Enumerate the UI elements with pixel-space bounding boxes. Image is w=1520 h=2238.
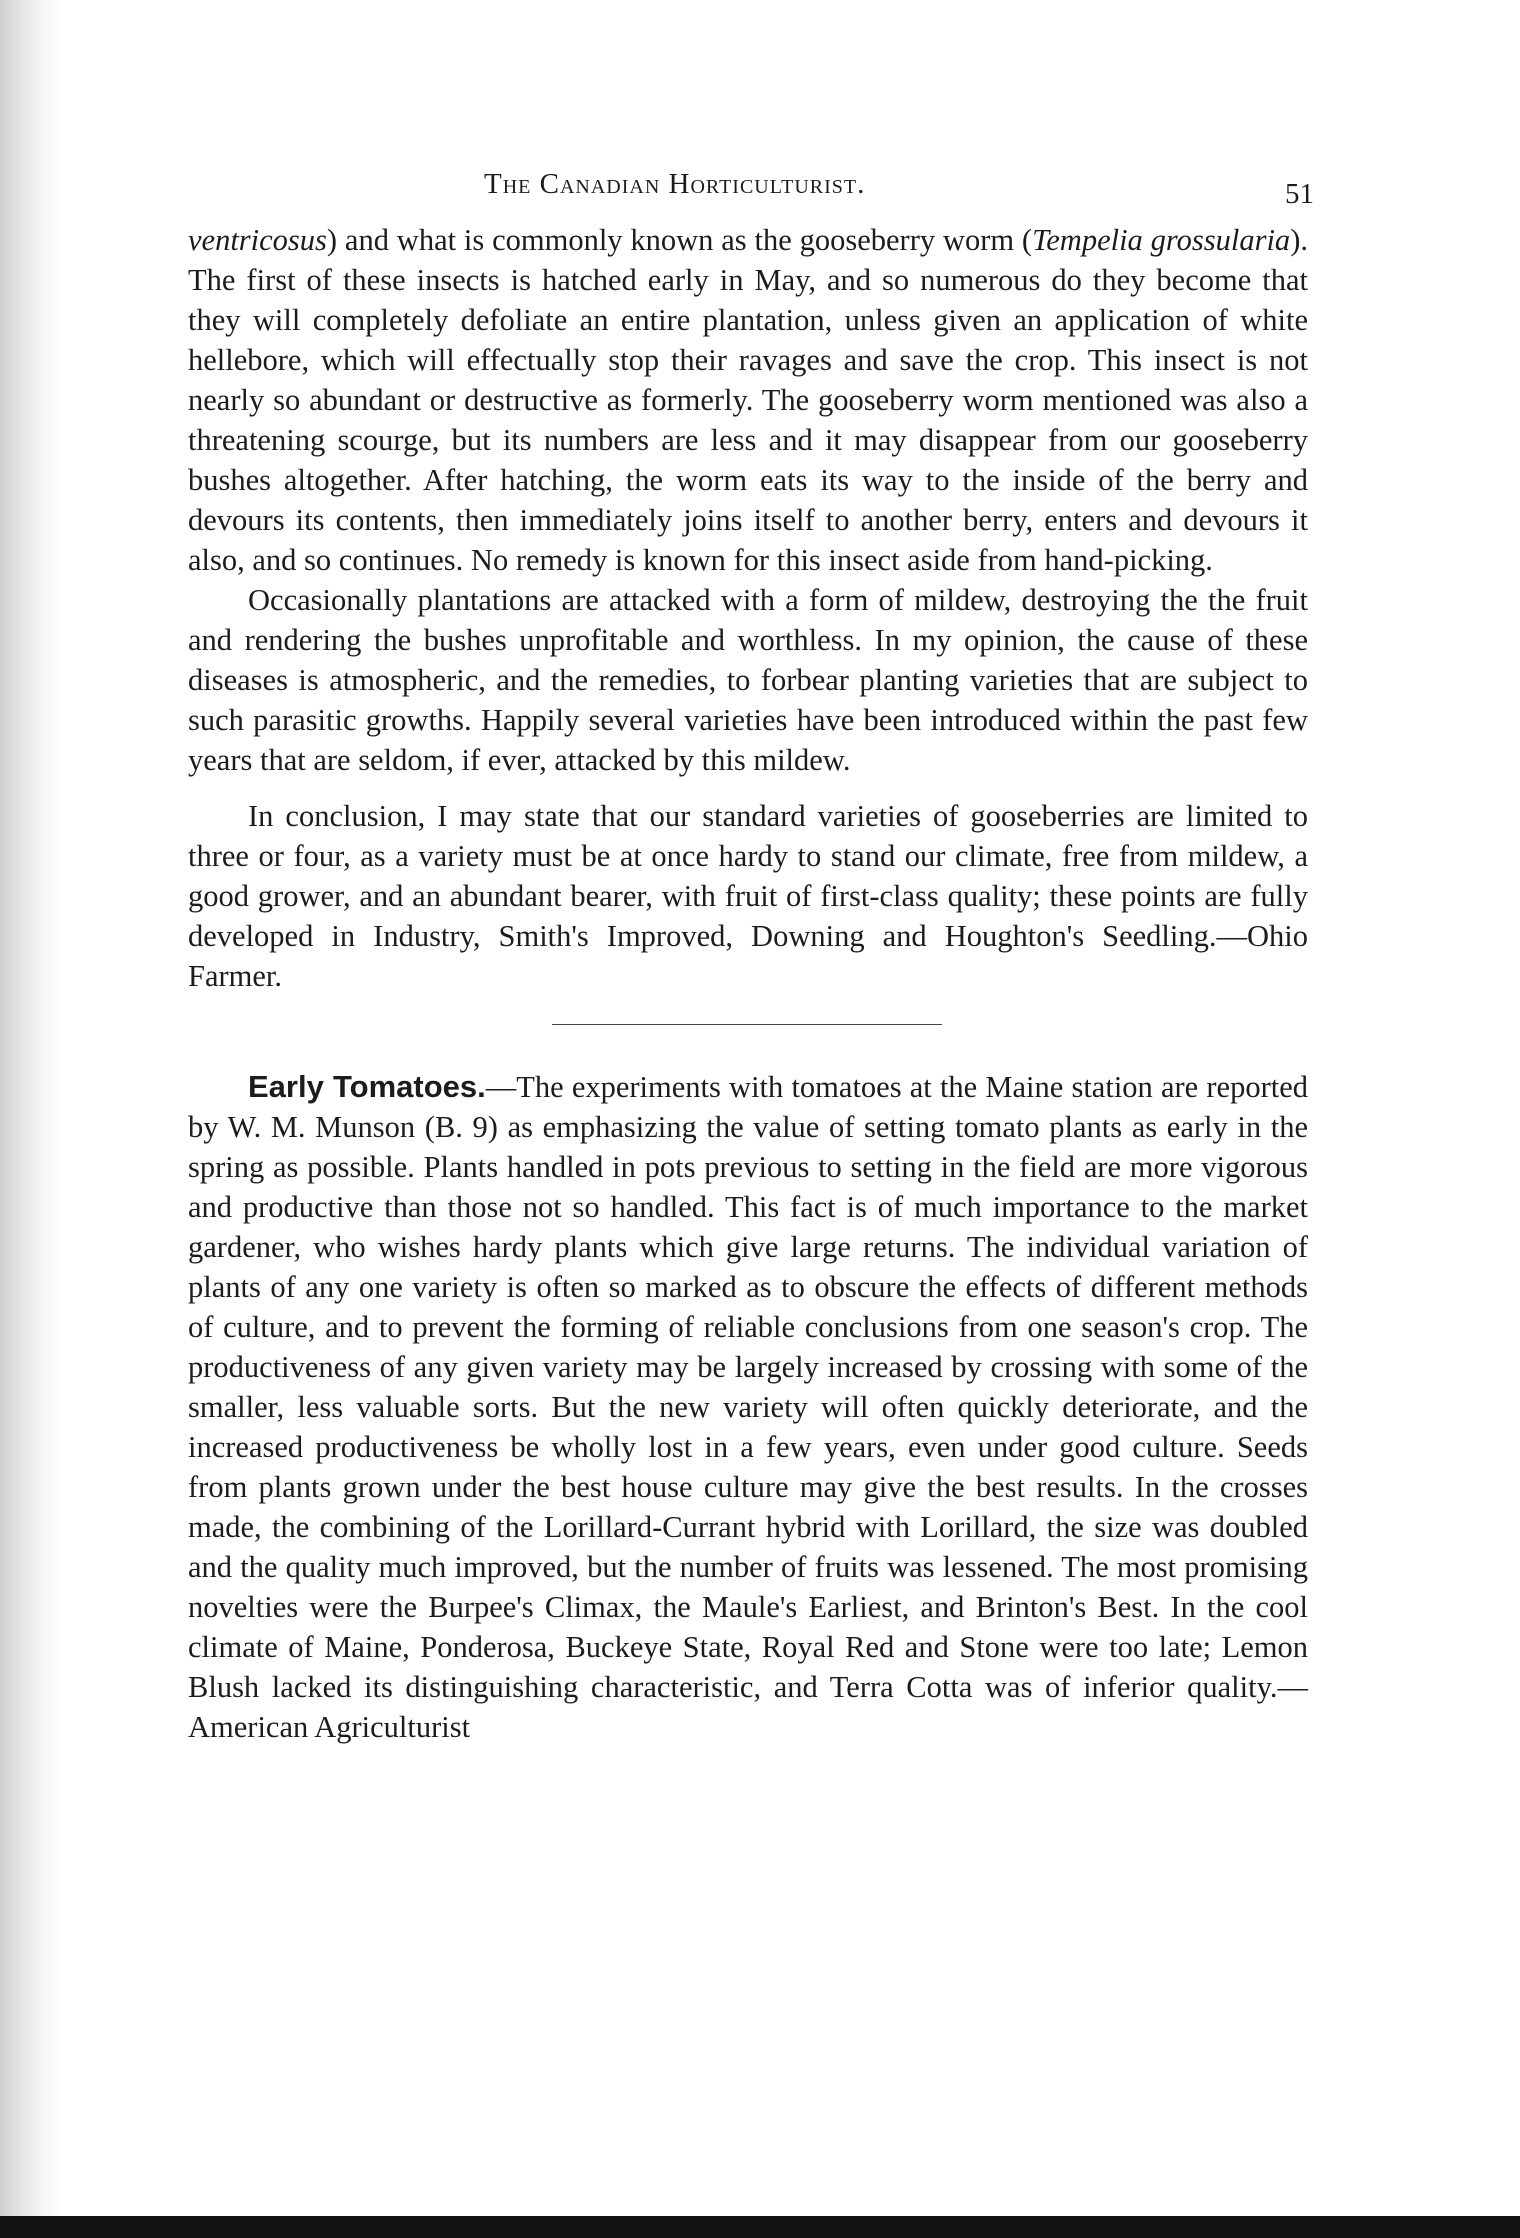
paragraph-text: ). The first of these insects is hatched early in May, and so numerous do they become that they will completely defoliate an entire plantation, unless given an application of white hellebore, which will effectually stop their ravages and save the crop. This insect is not nearly so abundant or destructive as formerly. The gooseberry worm mentioned was also a threatening scourge, but its numbers are less and it may disappear from our gooseberry bushes altogether. After hatching, the worm eats its way to the inside of the berry and devours its contents, then immediately joins itself to another berry, enters and devours it also, and so continues. No remedy is known for this insect aside from hand-picking. (188, 223, 1308, 577)
paragraph-gooseberry-insects (188, 220, 1308, 580)
page-number: 51 (1285, 178, 1314, 210)
paragraph-conclusion: In conclusion, I may state that our standard varieties of gooseberries are limited to three or four, as a variety must be at once hardy to stand our climate, free from mildew, a good grower, and an abundant bearer, with fruit of first-class quality; these points are fully developed in Industry, Smith's Improved, Downing and Houghton's Seedling.—Ohio Farmer. (188, 799, 1308, 993)
article-body: —The experiments with tomatoes at the Maine station are reported by W. M. Munson (B. 9) as emphasizing the value of setting tomato plants as early in the spring as possible. Plants handled in pots previous to setting in the field are more vigorous and productive than those not so handled. This fact is of much importance to the market gardener, who wishes hardy plants which give large returns. The individual variation of plants of any one variety is often so marked as to obscure the effects of different methods of culture, and to prevent the forming of reliable conclusions from one season's crop. The productiveness of any given variety may be largely increased by crossing with some of the smaller, less valuable sorts. But the new variety will often quickly deteriorate, and the increased productiveness be wholly lost in a few years, even under good culture. Seeds from plants grown under the best house culture may give the best results. In the crosses made, the combining of the Lorillard-Currant hybrid with Lorillard, the size was doubled and the quality much improved, but the number of fruits was lessened. The most promising novelties were the Burpee's Climax, the Maule's Earliest, and Brinton's Best. In the cool climate of Maine, Ponderosa, Buckeye State, Royal Red and Stone were too late; Lemon Blush lacked its distinguishing characteristic, and Terra Cotta was of inferior quality.—American Agriculturist (188, 1070, 1308, 1744)
species-name: Tempelia grossularia (1032, 223, 1291, 257)
paragraph-mildew: Occasionally plantations are attacked with a form of mildew, destroying the the fruit and rendering the bushes unprofitable and worthless. In my opinion, the cause of these diseases is atmospheric, and the remedies, to forbear planting varieties that are subject to such parasitic growths. Happily several varieties have been introduced within the past few years that are seldom, if ever, attacked by this mildew. (188, 583, 1308, 777)
paragraph-text: ) and what is commonly known as the gooseberry worm ( (326, 223, 1033, 257)
running-title: The Canadian Horticulturist. (484, 168, 866, 200)
article-heading: Early Tomatoes. (248, 1069, 486, 1104)
section-divider (552, 1024, 942, 1025)
journal-page (188, 150, 1314, 1747)
running-head (188, 150, 1314, 220)
article-early-tomatoes (188, 1067, 1308, 1747)
page-bottom-edge (0, 2216, 1520, 2238)
page-binding-shadow (0, 0, 64, 2238)
species-name: ventricosus (188, 223, 327, 257)
